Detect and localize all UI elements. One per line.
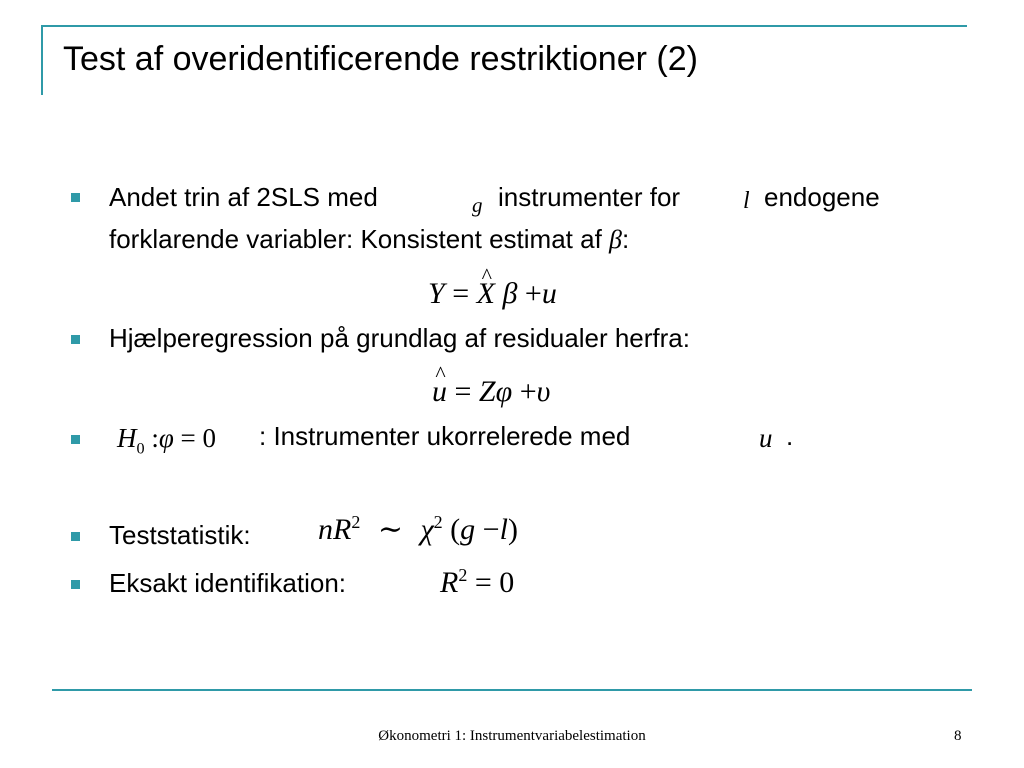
math-u: u: [759, 423, 773, 453]
bullet-marker: [71, 580, 80, 589]
exact-identification-eq: $R^2 = 0$: [440, 565, 515, 599]
math-beta: β: [609, 225, 622, 254]
footer-title: Økonometri 1: Instrumentvariabelestimation: [378, 728, 646, 744]
bullet-marker: [71, 335, 80, 344]
null-hypothesis: $H_0$ :φ = 0: [117, 423, 217, 458]
bullet-marker: [71, 193, 80, 202]
math-g: g: [472, 193, 483, 217]
equation-1: Y = ^ X β +u: [428, 279, 557, 309]
bullet-3-period: .: [786, 421, 794, 451]
bullet-1-line-2: forklarende variabler: Konsistent estimat af β:: [109, 224, 630, 254]
bullet-1-text-a: Andet trin af 2SLS med: [109, 182, 378, 212]
bullet-marker: [71, 532, 80, 541]
bullet-2-text: Hjælperegression på grundlag af residualer herfra:: [109, 323, 690, 353]
bullet-3-text: : Instrumenter ukorrelerede med: [259, 421, 631, 451]
footer-rule: [52, 689, 972, 691]
slide-title: Test af overidentificerende restriktioner (2): [63, 40, 698, 78]
bullet-marker: [71, 435, 80, 444]
page-number: 8: [954, 728, 962, 744]
bullet-4-text: Teststatistik:: [109, 520, 251, 550]
bullet-5-text: Eksakt identifikation:: [109, 568, 347, 598]
equation-2: ^ u = Zφ +υ: [432, 377, 550, 407]
bullet-1-text-b: instrumenter for: [498, 182, 681, 212]
bullet-1-line-1: [109, 184, 378, 210]
bullet-1-text-c: endogene: [764, 182, 880, 212]
test-statistic: $nR^2$ ∼ $\chi^2$ (g −l): [318, 512, 518, 546]
math-l: l: [743, 188, 750, 214]
